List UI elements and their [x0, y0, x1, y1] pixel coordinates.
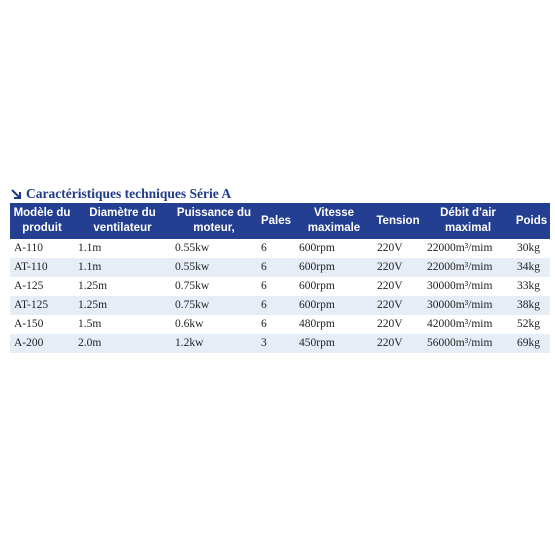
cell-model: A-150	[10, 315, 74, 334]
spec-table	[10, 203, 550, 353]
cell-model: A-125	[10, 277, 74, 296]
section-heading	[10, 186, 550, 202]
cell-model: A-200	[10, 334, 74, 353]
table-row	[10, 296, 550, 315]
header-line: Tension	[376, 214, 420, 227]
cell-blades: 6	[257, 239, 295, 258]
header-line: Modèle du	[13, 207, 71, 219]
header-line: Vitesse	[313, 207, 355, 219]
cell-airflow: 42000m³/mim	[423, 315, 513, 334]
cell-power: 0.6kw	[171, 315, 257, 334]
cell-airflow: 22000m³/mim	[423, 239, 513, 258]
cell-voltage: 220V	[373, 239, 423, 258]
cell-weight: 30kg	[513, 239, 550, 258]
cell-airflow: 56000m³/mim	[423, 334, 513, 353]
cell-airflow: 30000m³/mim	[423, 277, 513, 296]
cell-blades: 6	[257, 277, 295, 296]
header-line: maximal	[444, 222, 492, 234]
cell-power: 0.55kw	[171, 239, 257, 258]
table-row	[10, 258, 550, 277]
cell-voltage: 220V	[373, 296, 423, 315]
cell-power: 0.75kw	[171, 277, 257, 296]
cell-diameter: 1.25m	[74, 296, 171, 315]
cell-airflow: 22000m³/mim	[423, 258, 513, 277]
cell-power: 1.2kw	[171, 334, 257, 353]
cell-diameter: 1.5m	[74, 315, 171, 334]
cell-weight: 38kg	[513, 296, 550, 315]
header-line: produit	[22, 222, 62, 234]
cell-model: AT-110	[10, 258, 74, 277]
cell-voltage: 220V	[373, 315, 423, 334]
cell-voltage: 220V	[373, 277, 423, 296]
cell-voltage: 220V	[373, 334, 423, 353]
header-line: Poids	[515, 214, 548, 227]
cell-blades: 6	[257, 315, 295, 334]
header-line: Pales	[260, 214, 292, 227]
header-speed	[295, 203, 373, 239]
cell-speed: 600rpm	[295, 239, 373, 258]
header-weight	[513, 203, 550, 239]
cell-diameter: 1.1m	[74, 239, 171, 258]
cell-speed: 600rpm	[295, 277, 373, 296]
header-line: Débit d'air	[440, 207, 496, 219]
cell-blades: 3	[257, 334, 295, 353]
cell-model: A-110	[10, 239, 74, 258]
table-row	[10, 277, 550, 296]
cell-model: AT-125	[10, 296, 74, 315]
header-airflow	[423, 203, 513, 239]
cell-weight: 52kg	[513, 315, 550, 334]
cell-airflow: 30000m³/mim	[423, 296, 513, 315]
cell-weight: 34kg	[513, 258, 550, 277]
cell-speed: 600rpm	[295, 258, 373, 277]
cell-speed: 480rpm	[295, 315, 373, 334]
cell-blades: 6	[257, 296, 295, 315]
section-title: Caractéristiques techniques Série A	[26, 186, 232, 201]
header-line: Puissance du	[176, 207, 252, 219]
cell-weight: 69kg	[513, 334, 550, 353]
table-row	[10, 334, 550, 353]
table-header-row	[10, 203, 550, 239]
header-model	[10, 203, 74, 239]
table-row	[10, 315, 550, 334]
cell-voltage: 220V	[373, 258, 423, 277]
cell-diameter: 2.0m	[74, 334, 171, 353]
cell-speed: 600rpm	[295, 296, 373, 315]
header-blades	[257, 203, 295, 239]
cell-diameter: 1.25m	[74, 277, 171, 296]
cell-weight: 33kg	[513, 277, 550, 296]
header-power	[171, 203, 257, 239]
header-diameter	[74, 203, 171, 239]
spec-section	[10, 186, 550, 353]
cell-power: 0.75kw	[171, 296, 257, 315]
cell-diameter: 1.1m	[74, 258, 171, 277]
header-line: ventilateur	[93, 222, 152, 234]
cell-speed: 450rpm	[295, 334, 373, 353]
header-line: maximale	[307, 222, 361, 234]
header-voltage	[373, 203, 423, 239]
header-line: moteur,	[193, 222, 235, 234]
table-row	[10, 239, 550, 258]
header-line: Diamètre du	[89, 207, 156, 219]
cell-power: 0.55kw	[171, 258, 257, 277]
arrow-down-right-icon	[10, 188, 22, 200]
cell-blades: 6	[257, 258, 295, 277]
